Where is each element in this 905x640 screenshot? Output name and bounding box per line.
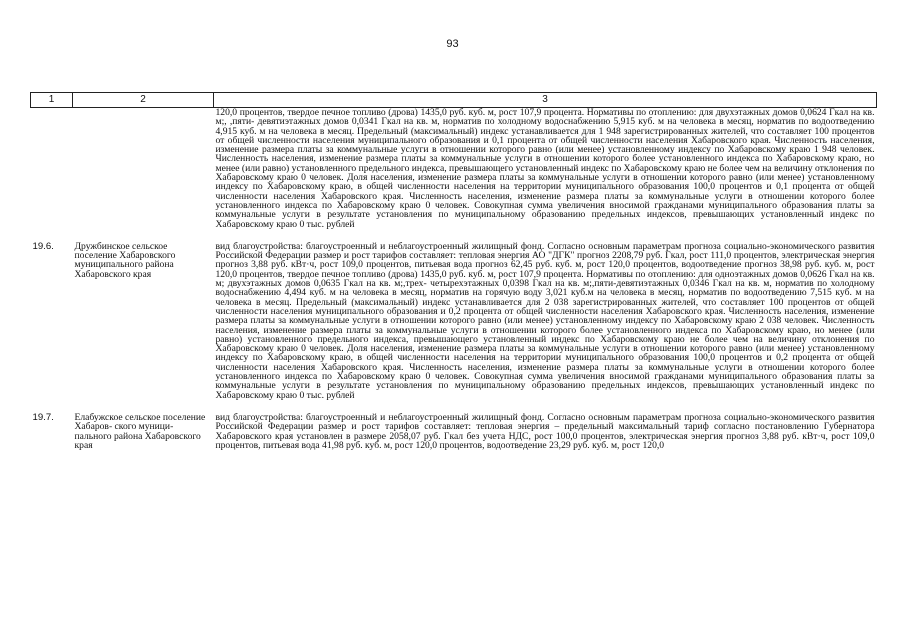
tariff-table: [30, 92, 877, 450]
page-number: 93: [446, 38, 459, 50]
row-description: вид благоустройства: благоустроенный и неблагоустроенный жилищный фонд. Согласно основным параметрам прогноза социально-экономического развития Российской Федерации размер и рост тарифов составляет: тепловая энергия – предельный максимальный тариф согласно постановлению Губернатора Хабаровского края установлен в размере 2058,07 руб. Гкал без учета НДС, рост 100,0 процентов, электрическая энергия прогноз 3,88 руб. кВт·ч, рост 109,0 процентов, питьевая вода 41,98 руб. куб. м, рост 120,0 процентов, водоотведение 23,29 руб. куб. м, рост 120,0: [215, 411, 875, 451]
column-header-number: 1: [31, 93, 73, 108]
table-row: [31, 229, 877, 400]
cell-empty: [73, 108, 214, 229]
continuation-text: 120,0 процентов, твердое печное топливо (дрова) 1435,0 руб. куб. м, рост 107,9 процента. Нормативы по отоплению: для двухэтажных домов 0,0624 Гкал на кв. м;, ,пяти- девятиэтажных домов 0,0341 Гкал на кв. м, норматив по холодному водоснабжению 5,915 куб. м на человека в месяц, норматив по водоотведению 4,915 куб. м на человека в месяц. Предельный (максимальный) индекс устанавливается для 1 948 зарегистрированных жителей, что составляет 100 процентов от общей численности населения муниципального образования и 0,1 процента от общей численности населения Хабаровского края. Численность населения, изменение размера платы за коммунальные услуги в отношении которого равно (или менее) установленному индексу по Хабаровскому краю 1 948 человек. Численность населения, изменение размера платы за коммунальные услуги в отношении которого более установленного индекса по Хабаровскому краю, но менее (или равно) установленного предельного индекса, превышающего установленный индекс по Хабаровскому краю не более чем на величину отклонения по Хабаровскому краю 0 человек. Доля населения, изменение размера платы за коммунальные услуги в отношении которого равно (или менее) установленному индексу по Хабаровскому краю, в общей численности населения на территории муниципального образования 100,0 процентов и 0,1 процента от общей численности населения Хабаровского края. Численность населения, изменение размера платы за коммунальные услуги в отношении которого более установленного индекса по Хабаровскому краю 0 человек. Совокупная сумма увеличения вносимой гражданами муниципального образования платы за коммунальные услуги в результате установления по муниципальному образованию предельных индексов, превышающих установленный индекс по Хабаровскому краю 0 тыс. рублей: [215, 107, 875, 230]
column-header-name: 2: [73, 93, 214, 108]
row-number: 19.6.: [32, 240, 54, 252]
row-description: вид благоустройства: благоустроенный и неблагоустроенный жилищный фонд. Согласно основным параметрам прогноза социально-экономического развития Российской Федерации размер и рост тарифов составляет: тепловая энергия АО "ДГК" прогноз 2208,79 руб. Гкал, рост 111,0 процентов, электрическая энергия прогноз 3,88 руб. кВт·ч, рост 109,0 процентов, питьевая вода прогноз 62,45 руб. куб. м, рост 120,0 процентов, водоотведение прогноз 38,98 руб. куб. м, рост 120,0 процентов, твердое печное топливо (дрова) 1435,0 руб. куб. м, рост 107,9 процента. Нормативы по отоплению: для одноэтажных домов 0,0626 Гкал на кв. м; двухэтажных домов 0,0635 Гкал на кв. м;,трех- четырехэтажных 0,0398 Гкал на кв. м;,пяти-девятиэтажных 0,0346 Гкал на кв. м, норматив по холодному водоснабжению 4,494 куб. м на человека в месяц, норматив на горячую воду 3,021 куб.м на человека в месяц, норматив по водоотведению 7,515 куб. м на человека в месяц. Предельный (максимальный) индекс устанавливается для 2 038 зарегистрированных жителей, что составляет 100 процентов от общей численности населения муниципального образования и 0,2 процента от общей численности населения Хабаровского края. Численность населения, изменение размера платы за коммунальные услуги в отношении которого равно (или менее) установленному индексу по Хабаровскому краю 2 038 человек. Численность населения, изменение размера платы за коммунальные услуги в отношении которого более установленного индекса по Хабаровскому краю, но менее (или равно) установленного предельного индекса, превышающего установленный индекс по Хабаровскому краю не более чем на величину отклонения по Хабаровскому краю 0 человек. Доля населения, изменение размера платы за коммунальные услуги в отношении которого равно (или менее) установленному индексу по Хабаровскому краю, в общей численности населения на территории муниципального образования 100,0 процентов и 0,2 процента от общей численности населения Хабаровского края. Численность населения, изменение размера платы за коммунальные услуги в отношении которого более установленного индекса по Хабаровскому краю 0 человек. Совокупная сумма увеличения вносимой гражданами муниципального образования платы за коммунальные услуги в результате установления по муниципальному образованию предельных индексов, превышающих установленный индекс по Хабаровскому краю 0 тыс. рублей: [215, 240, 875, 401]
cell-empty: [31, 108, 73, 229]
table-row: [31, 400, 877, 450]
municipality-name: Елабужское сельское поселение Хабаров- ского муници- пального района Хабаровского края: [74, 411, 206, 451]
row-number: 19.7.: [32, 411, 54, 423]
table-row-continuation: [31, 108, 877, 229]
table-header-row: [31, 93, 877, 108]
column-header-description: 3: [214, 93, 877, 108]
municipality-name: Дружбинское сельское поселение Хабаровского муниципального района Хабаровского края: [74, 240, 176, 280]
